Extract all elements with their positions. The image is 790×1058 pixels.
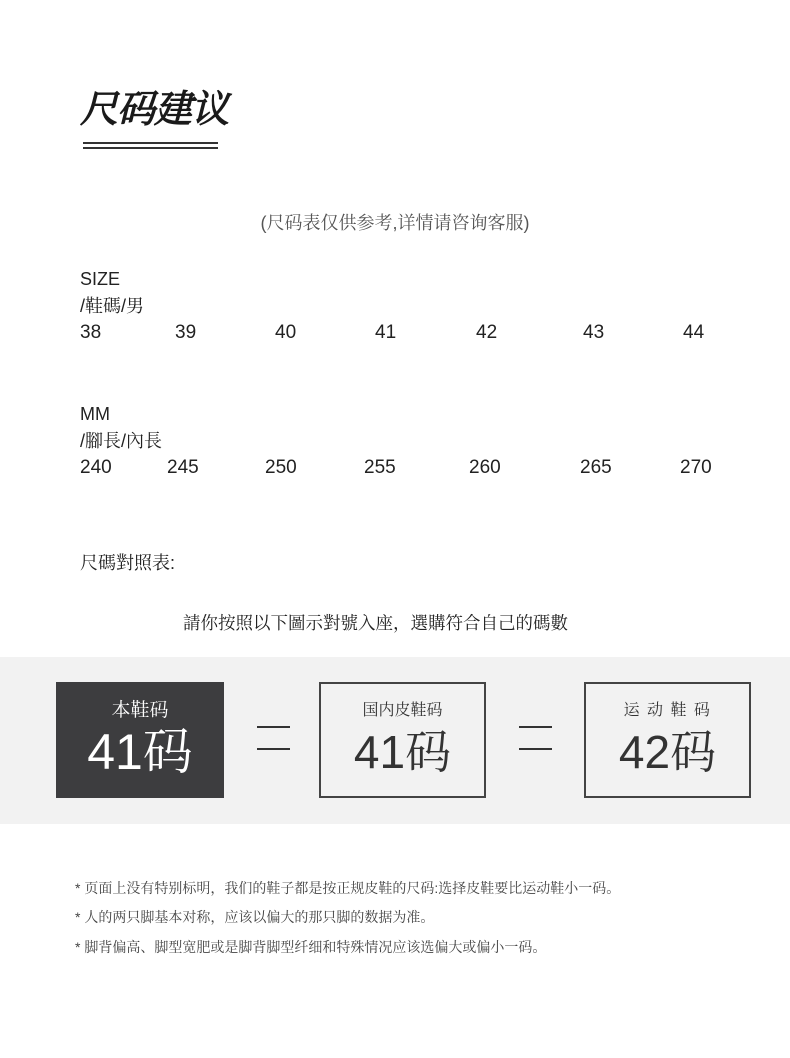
mm-value: 240 <box>80 457 112 478</box>
this-shoe-size-box <box>56 682 224 798</box>
box-value: 41码 <box>353 726 452 778</box>
mm-value: 260 <box>469 457 501 478</box>
mm-value: 270 <box>680 457 712 478</box>
note-item: * 人的两只脚基本对称，应该以偏大的那只脚的数据为准。 <box>75 909 435 925</box>
equals-icon <box>257 726 290 750</box>
size-value: 39 <box>175 322 197 343</box>
size-value: 38 <box>80 322 102 343</box>
mm-value: 250 <box>265 457 297 478</box>
box-value: 41码 <box>87 724 193 780</box>
note-item: * 脚背偏高、脚型宽肥或是脚背脚型纤细和特殊情况应该选偏大或偏小一码。 <box>75 939 547 955</box>
mm-value: 245 <box>167 457 199 478</box>
box-label: 运 动 鞋 码 <box>623 702 712 719</box>
size-value: 42 <box>476 322 498 343</box>
size-value: 44 <box>683 322 705 343</box>
note-item: * 页面上没有特别标明，我们的鞋子都是按正规皮鞋的尺码:选择皮鞋要比运动鞋小一码。 <box>75 880 621 896</box>
box-value: 42码 <box>618 726 717 778</box>
subtitle-note: (尺码表仅供参考,详情请咨询客服) <box>260 213 530 233</box>
comparison-heading: 尺碼對照表: <box>80 553 176 573</box>
sports-shoe-size-box <box>584 682 751 798</box>
size-value: 43 <box>583 322 605 343</box>
size-value: 41 <box>375 322 397 343</box>
title-double-underline <box>83 142 218 149</box>
box-label: 本鞋码 <box>111 700 169 721</box>
domestic-leather-shoe-size-box <box>319 682 486 798</box>
mm-label: MM <box>80 404 110 424</box>
comparison-instruction: 請你按照以下圖示對號入座，選購符合自己的碼數 <box>183 613 568 633</box>
mm-sublabel: /腳長/內長 <box>80 431 163 451</box>
size-label: SIZE <box>80 269 121 289</box>
mm-value: 255 <box>364 457 396 478</box>
box-label: 国内皮鞋码 <box>362 702 443 719</box>
mm-value: 265 <box>580 457 612 478</box>
size-sublabel: /鞋碼/男 <box>80 296 145 316</box>
page-title: 尺码建议 <box>80 89 229 131</box>
size-value: 40 <box>275 322 297 343</box>
equals-icon <box>519 726 552 750</box>
